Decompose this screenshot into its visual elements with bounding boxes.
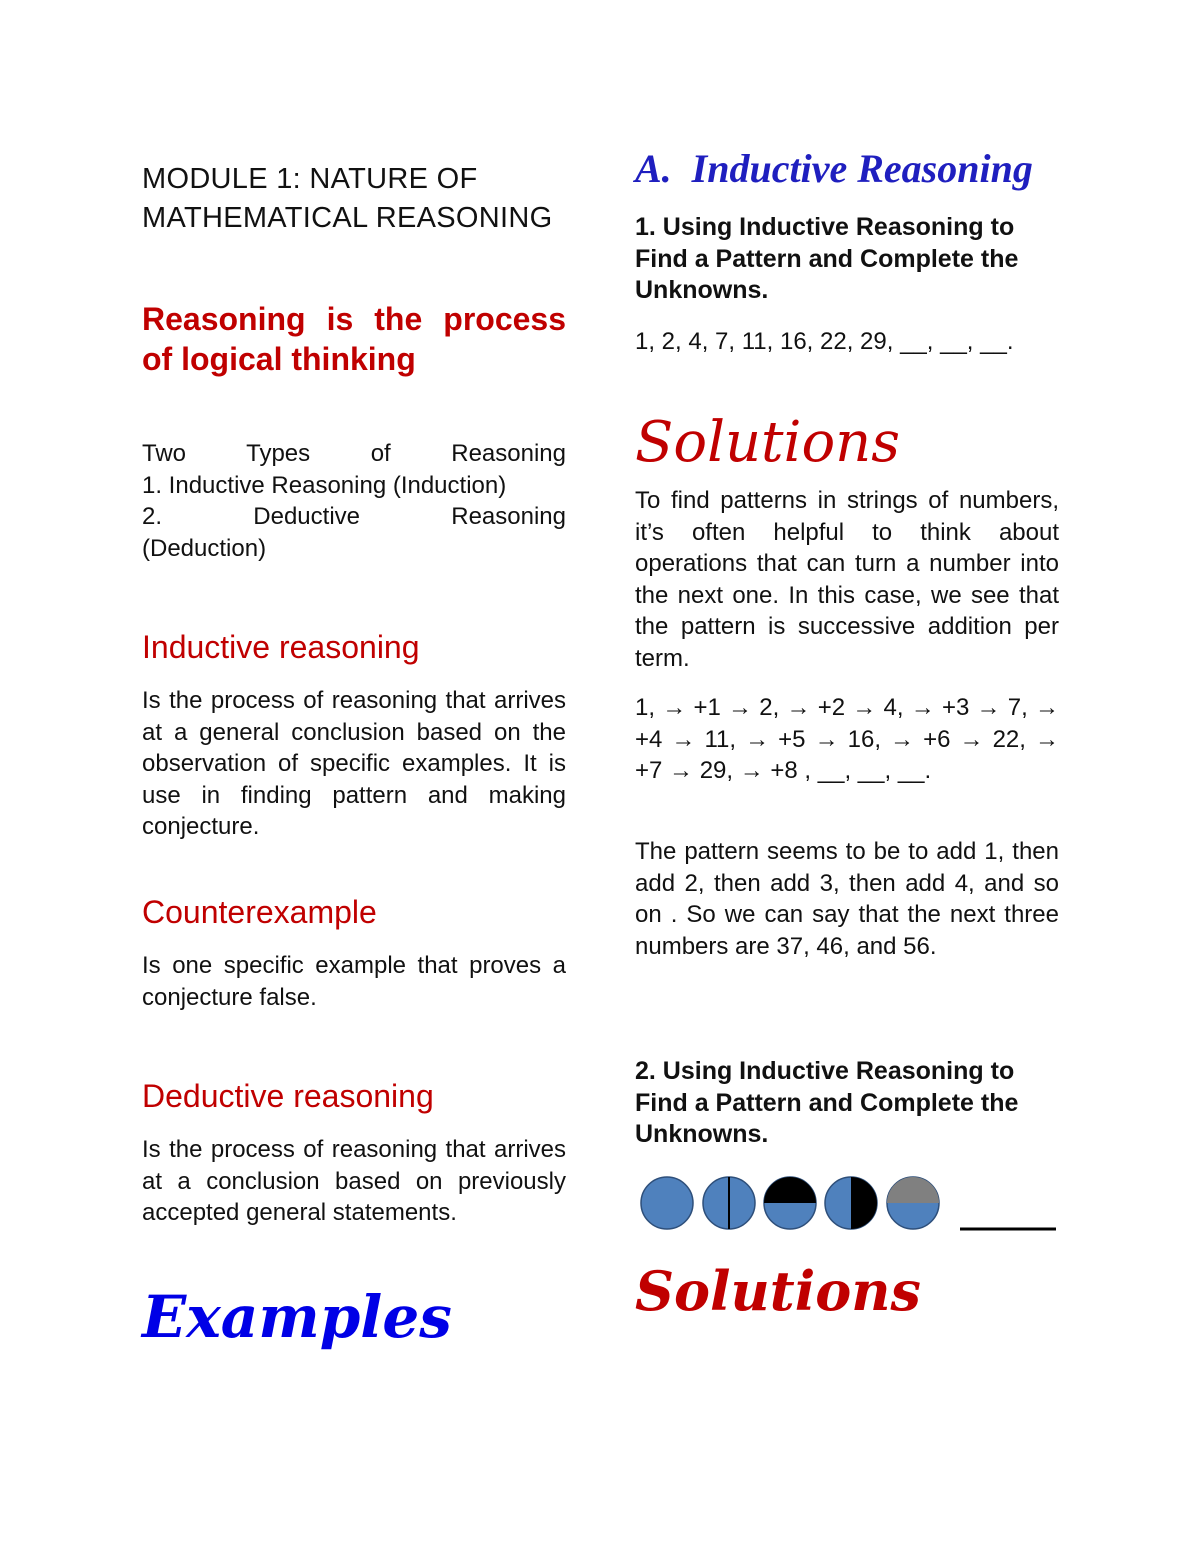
circle-2 xyxy=(703,1177,755,1229)
module-title: MODULE 1: NATURE OF MATHEMATICAL REASONING xyxy=(142,163,553,234)
deductive-reasoning-heading: Deductive reasoning xyxy=(142,1078,434,1114)
circle-pattern-figure xyxy=(640,1174,1060,1234)
examples-label: Examples xyxy=(142,1283,452,1351)
counterexample-heading: Counterexample xyxy=(142,894,377,930)
number-sequence: 1, 2, 4, 7, 11, 16, 22, 29, __, __, __. xyxy=(635,328,1014,355)
solutions-label-1: Solutions xyxy=(635,410,900,475)
question-2: 2. Using Inductive Reasoning to Find a Pattern and Complete the Unknowns. xyxy=(635,1057,1019,1148)
reasoning-definition: Reasoning is the process of logical thinking xyxy=(142,301,566,377)
type-2: 2. Deductive Reasoning (Deduction) xyxy=(142,503,566,562)
types-of-reasoning xyxy=(142,438,566,564)
circle-1 xyxy=(641,1177,693,1229)
circle-3 xyxy=(764,1177,816,1229)
question-1: 1. Using Inductive Reasoning to Find a Pattern and Complete the Unknowns. xyxy=(635,213,1019,304)
circle-5 xyxy=(887,1177,939,1229)
solution-text: To find patterns in strings of numbers, it’s often helpful to think about operations that can turn a number into the next one. In this case, we see that the pattern is successive addition per term. xyxy=(635,487,1059,672)
circle-4 xyxy=(825,1177,877,1229)
type-1: 1. Inductive Reasoning (Induction) xyxy=(142,471,507,499)
inductive-reasoning-body: Is the process of reasoning that arrives at a general conclusion based on the observation of specific examples. It is use in finding pattern and making conjecture. xyxy=(142,687,566,840)
types-intro: Two Types of Reasoning xyxy=(142,440,566,467)
section-title: A. Inductive Reasoning xyxy=(635,146,1033,191)
inductive-reasoning-heading: Inductive reasoning xyxy=(142,629,420,665)
counterexample-body: Is one specific example that proves a conjecture false. xyxy=(142,952,566,1011)
deductive-reasoning-body: Is the process of reasoning that arrives at a conclusion based on previously accepted general statements. xyxy=(142,1136,566,1226)
pattern-conclusion: The pattern seems to be to add 1, then add 2, then add 3, then add 4, and so on . So we can say that the next three numbers are 37, 46, and 56. xyxy=(635,838,1059,960)
arrow-sequence: 1, → +1 → 2, → +2 → 4, → +3 → 7, → +4 → 11, → +5 → 16, → +6 → 22, → +7 → 29, → +8 , __, __, __. xyxy=(635,694,1059,784)
solutions-label-2: Solutions xyxy=(635,1259,921,1323)
